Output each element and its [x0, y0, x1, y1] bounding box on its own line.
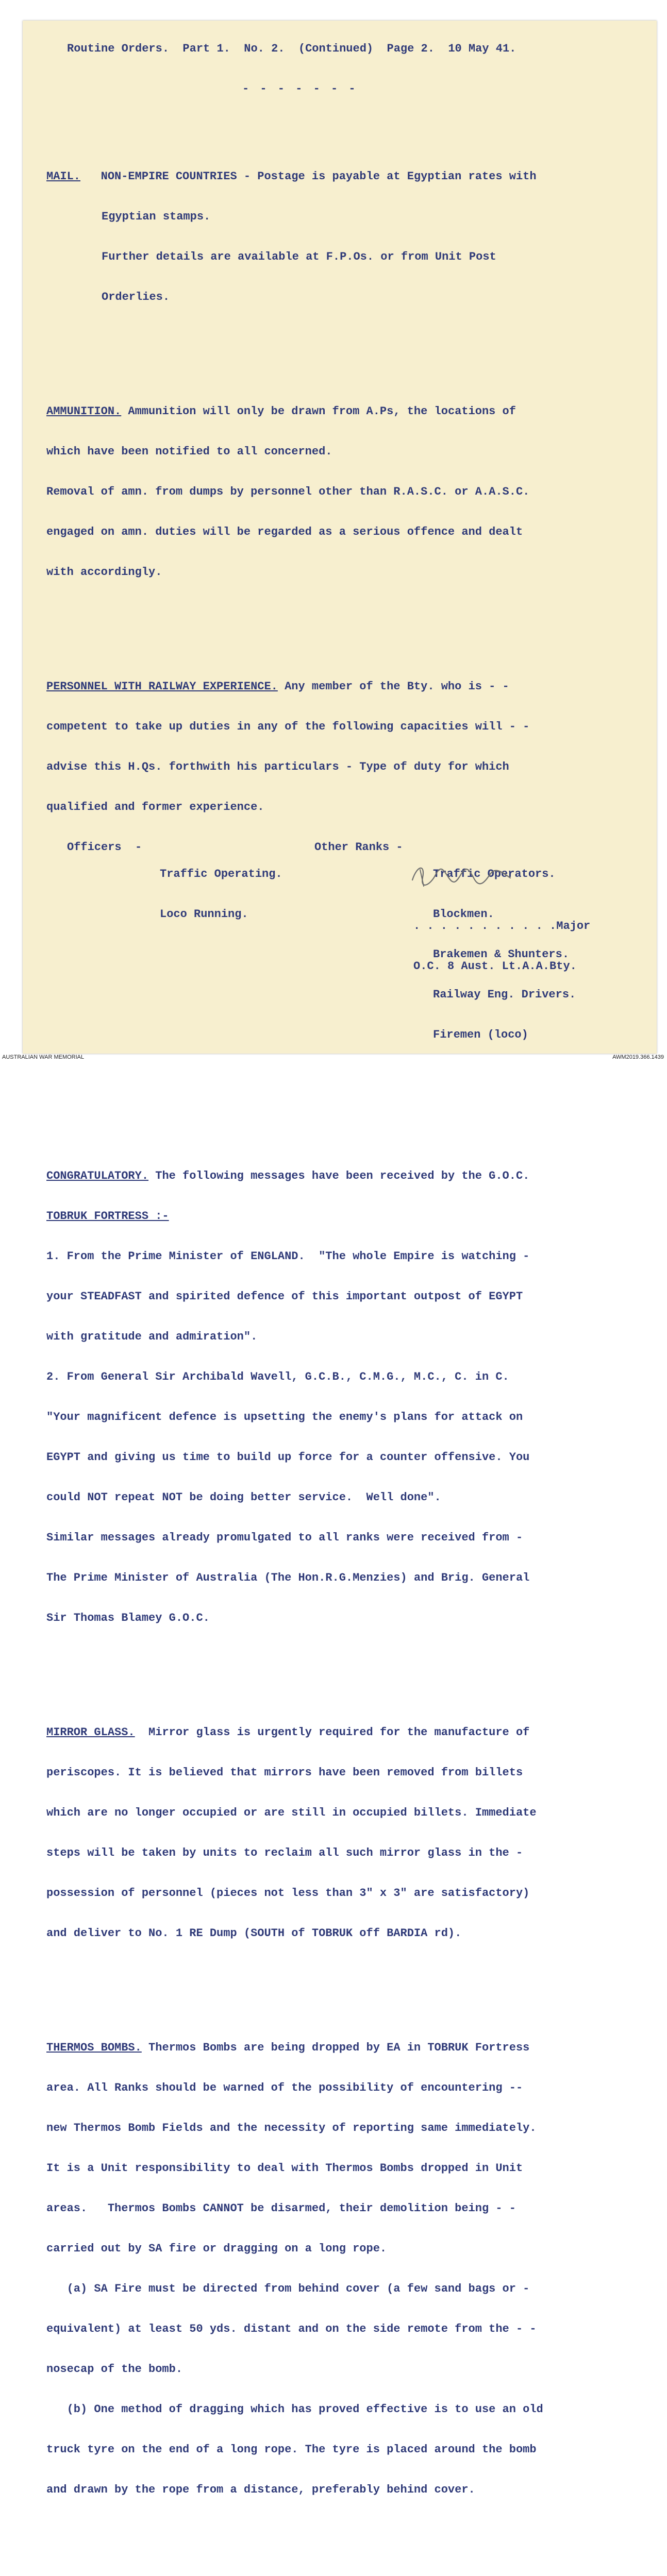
- mail-heading: MAIL.: [46, 170, 81, 183]
- officers-label: Officers -: [67, 841, 142, 854]
- congratulatory-line: with gratitude and admiration".: [46, 1330, 258, 1343]
- mail-line: Orderlies.: [102, 291, 170, 303]
- section-notice: [46, 2571, 629, 2576]
- section-railway: [46, 653, 629, 1095]
- mail-line: NON-EMPIRE COUNTRIES - Postage is payable at Egyptian rates with: [101, 170, 537, 183]
- ammunition-heading: AMMUNITION.: [46, 405, 122, 418]
- section-ammunition: [46, 378, 629, 606]
- ammunition-line: engaged on amn. duties will be regarded as a serious offence and dealt: [46, 526, 523, 538]
- thermos-line: new Thermos Bomb Fields and the necessity of reporting same immediately.: [46, 2122, 537, 2134]
- ammunition-line: Removal of amn. from dumps by personnel other than R.A.S.C. or A.A.S.C.: [46, 485, 530, 498]
- thermos-line: (a) SA Fire must be directed from behind cover (a few sand bags or -: [46, 2282, 530, 2295]
- others-item: Brakemen & Shunters.: [433, 948, 570, 961]
- footer-accession-number: AWM2019.366.1439: [612, 1054, 664, 1060]
- section-thermos: [46, 2014, 629, 2523]
- section-congratulatory: [46, 1143, 629, 1652]
- thermos-line: (b) One method of dragging which has proved effective is to use an old: [46, 2403, 543, 2416]
- thermos-line: nosecap of the bomb.: [46, 2363, 183, 2376]
- header-dashes: - - - - - - -: [242, 82, 358, 95]
- mirror-line: and deliver to No. 1 RE Dump (SOUTH of TOBRUK off BARDIA rd).: [46, 1927, 462, 1940]
- signature-block: [413, 893, 630, 987]
- congratulatory-line: Similar messages already promulgated to all ranks were received from -: [46, 1531, 523, 1544]
- congratulatory-line: The following messages have been received by the G.O.C.: [148, 1170, 530, 1182]
- mirror-heading: MIRROR GLASS.: [46, 1726, 135, 1739]
- mail-line: Further details are available at F.P.Os. or from Unit Post: [102, 250, 496, 263]
- ammunition-line: Ammunition will only be drawn from A.Ps, the locations of: [121, 405, 516, 418]
- thermos-line: and drawn by the rope from a distance, preferably behind cover.: [46, 2483, 475, 2496]
- ammunition-line: with accordingly.: [46, 566, 162, 579]
- thermos-line: area. All Ranks should be warned of the possibility of encountering --: [46, 2081, 523, 2094]
- others-item: Traffic Operators.: [433, 868, 556, 880]
- thermos-line: Thermos Bombs are being dropped by EA in TOBRUK Fortress: [141, 2041, 530, 2054]
- railway-heading: PERSONNEL WITH RAILWAY EXPERIENCE.: [46, 680, 278, 693]
- document-body: [46, 15, 629, 2576]
- handwritten-signature: [407, 859, 521, 890]
- mirror-line: which are no longer occupied or are still in occupied billets. Immediate: [46, 1806, 537, 1819]
- congratulatory-line: 1. From the Prime Minister of ENGLAND. "The whole Empire is watching -: [46, 1250, 530, 1263]
- congratulatory-line: "Your magnificent defence is upsetting the enemy's plans for attack on: [46, 1411, 523, 1423]
- railway-line: Any member of the Bty. who is - -: [277, 680, 509, 693]
- thermos-heading: THERMOS BOMBS.: [46, 2041, 142, 2054]
- footer-institution: AUSTRALIAN WAR MEMORIAL: [2, 1054, 85, 1060]
- signature-line: . . . . . . . . . . .Major: [413, 920, 591, 933]
- section-mirror: [46, 1699, 629, 1967]
- mirror-line: steps will be taken by units to reclaim all such mirror glass in the -: [46, 1846, 523, 1859]
- congratulatory-line: could NOT repeat NOT be doing better service. Well done".: [46, 1491, 441, 1504]
- railway-line: advise this H.Qs. forthwith his particulars - Type of duty for which: [46, 760, 509, 773]
- mirror-line: periscopes. It is believed that mirrors have been removed from billets: [46, 1766, 523, 1779]
- others-label: Other Ranks -: [314, 841, 403, 854]
- thermos-line: areas. Thermos Bombs CANNOT be disarmed, their demolition being - -: [46, 2202, 516, 2215]
- congratulatory-heading: CONGRATULATORY.: [46, 1170, 149, 1182]
- railway-line: competent to take up duties in any of the following capacities will - -: [46, 720, 530, 733]
- congratulatory-line: 2. From General Sir Archibald Wavell, G.C.B., C.M.G., M.C., C. in C.: [46, 1370, 509, 1383]
- mail-line: Egyptian stamps.: [102, 210, 211, 223]
- officers-item: Loco Running.: [160, 908, 248, 921]
- page-header: Routine Orders. Part 1. No. 2. (Continued) Page 2. 10 May 41.: [67, 42, 516, 55]
- thermos-line: It is a Unit responsibility to deal with Thermos Bombs dropped in Unit: [46, 2162, 523, 2175]
- congratulatory-line: Sir Thomas Blamey G.O.C.: [46, 1612, 210, 1624]
- congratulatory-line: The Prime Minister of Australia (The Hon.R.G.Menzies) and Brig. General: [46, 1571, 530, 1584]
- others-item: Firemen (loco): [433, 1028, 528, 1041]
- congratulatory-line: your STEADFAST and spirited defence of this important outpost of EGYPT: [46, 1290, 523, 1303]
- mirror-line: possession of personnel (pieces not less than 3" x 3" are satisfactory): [46, 1887, 530, 1900]
- thermos-line: carried out by SA fire or dragging on a long rope.: [46, 2242, 387, 2255]
- others-item: Blockmen.: [433, 908, 494, 921]
- thermos-line: truck tyre on the end of a long rope. The tyre is placed around the bomb: [46, 2443, 537, 2456]
- signature-title: O.C. 8 Aust. Lt.A.A.Bty.: [413, 960, 577, 973]
- ammunition-line: which have been notified to all concerned.: [46, 445, 332, 458]
- others-item: Railway Eng. Drivers.: [433, 988, 576, 1001]
- officers-item: Traffic Operating.: [160, 868, 282, 880]
- congratulatory-line: TOBRUK FORTRESS :-: [46, 1210, 169, 1223]
- mirror-line: Mirror glass is urgently required for the manufacture of: [135, 1726, 530, 1739]
- section-mail: [46, 143, 629, 331]
- thermos-line: equivalent) at least 50 yds. distant and on the side remote from the - -: [46, 2323, 537, 2335]
- congratulatory-line: EGYPT and giving us time to build up force for a counter offensive. You: [46, 1451, 530, 1464]
- railway-line: qualified and former experience.: [46, 801, 264, 814]
